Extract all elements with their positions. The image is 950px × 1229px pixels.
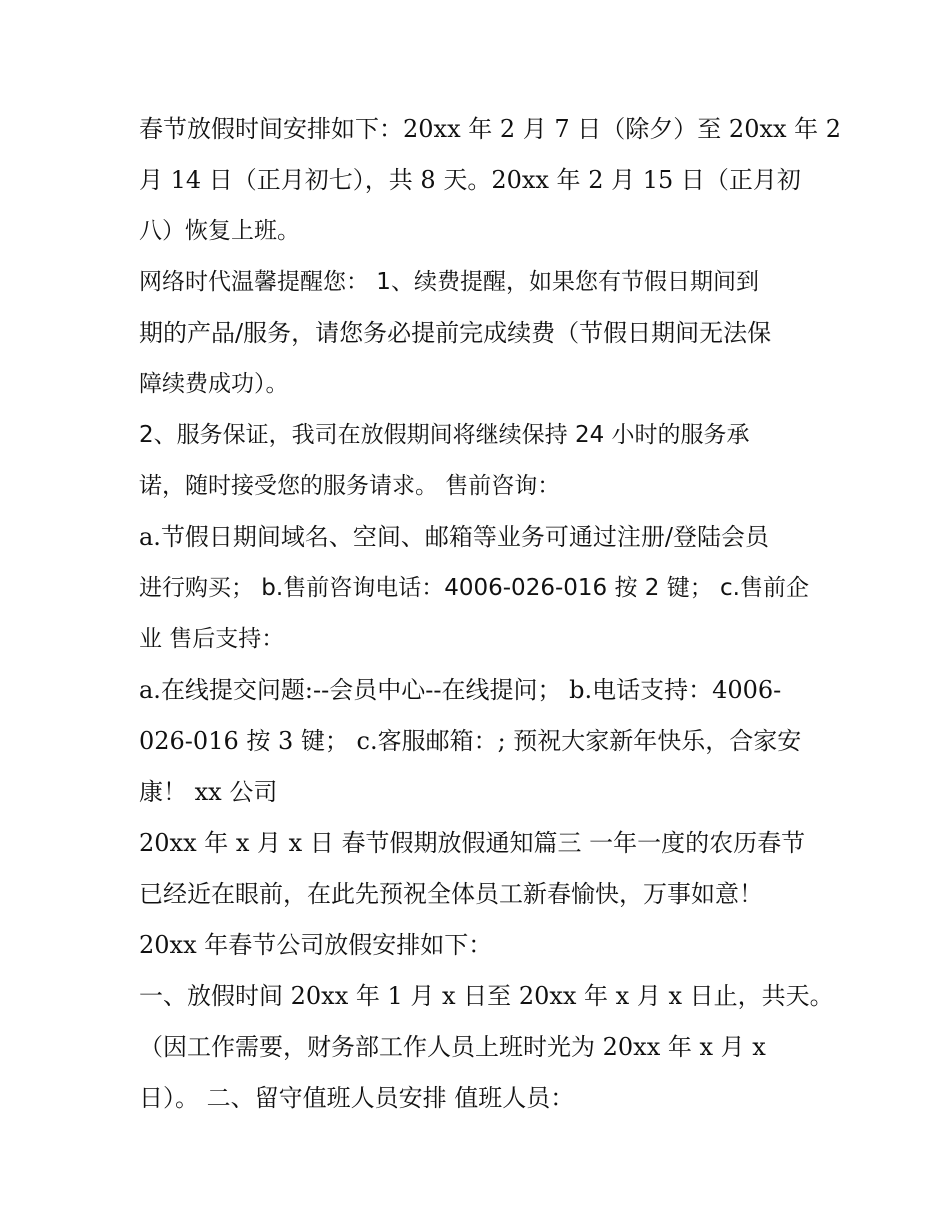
- text-line: 一、放假时间 20xx 年 1 月 x 日至 20xx 年 x 月 x 日止，共天。: [139, 982, 834, 1010]
- text-line: 已经近在眼前，在此先预祝全体员工新春愉快，万事如意！: [139, 880, 763, 908]
- text-line: 诺，随时接受您的服务请求。 售前咨询：: [139, 473, 561, 499]
- text-line: 进行购买； b.售前咨询电话：4006-026-016 按 2 键； c.售前企: [139, 575, 809, 601]
- text-line: （因工作需要，财务部工作人员上班时光为 20xx 年 x 月 x: [139, 1033, 766, 1061]
- text-line: 2、服务保证，我司在放假期间将继续保持 24 小时的服务承: [139, 422, 750, 448]
- text-line: 网络时代温馨提醒您： 1、续费提醒，如果您有节假日期间到: [139, 269, 759, 295]
- document-body: [139, 104, 842, 1124]
- text-line: 期的产品/服务，请您务必提前完成续费（节假日期间无法保: [139, 319, 772, 347]
- text-line: 20xx 年 x 月 x 日 春节假期放假通知篇三 一年一度的农历春节: [139, 829, 806, 857]
- text-line: a.节假日期间域名、空间、邮箱等业务可通过注册/登陆会员: [139, 523, 770, 551]
- text-line: 障续费成功）。: [139, 371, 289, 397]
- text-line: 日）。 二、留守值班人员安排 值班人员：: [139, 1084, 575, 1112]
- text-line: 20xx 年春节公司放假安排如下：: [139, 931, 493, 959]
- text-line: 026-016 按 3 键； c.客服邮箱：; 预祝大家新年快乐，合家安: [139, 727, 802, 755]
- text-line: 康！ xx 公司: [139, 778, 278, 806]
- text-line: 业 售后支持：: [139, 626, 285, 652]
- text-line: 月 14 日（正月初七），共 8 天。20xx 年 2 月 15 日（正月初: [139, 166, 801, 194]
- text-line: a.在线提交问题:--会员中心--在线提问； b.电话支持：4006-: [139, 676, 782, 704]
- text-line: 春节放假时间安排如下：20xx 年 2 月 7 日（除夕）至 20xx 年 2: [139, 115, 842, 143]
- text-line: 八）恢复上班。: [139, 218, 300, 244]
